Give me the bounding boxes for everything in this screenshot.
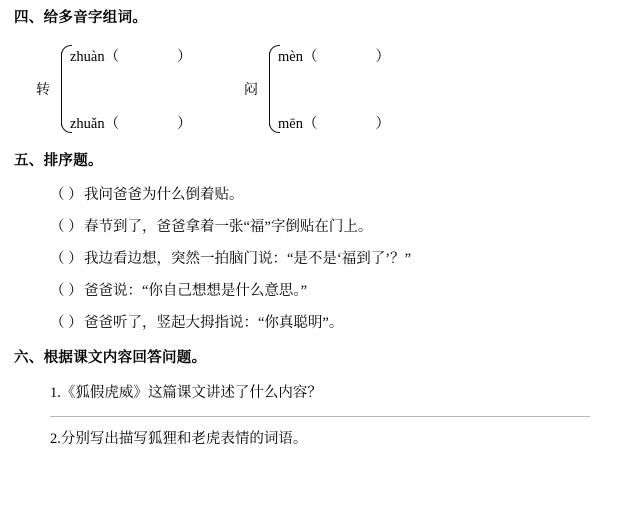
order-bracket[interactable]: （ ） bbox=[50, 219, 83, 236]
paren-open: （ bbox=[302, 49, 318, 65]
order-bracket[interactable]: （ ） bbox=[50, 315, 83, 332]
list-item-text: 爸爸说：“你自己想想是什么意思。” bbox=[84, 283, 308, 300]
list-item bbox=[14, 282, 626, 302]
list-item bbox=[14, 314, 626, 334]
polyphone-group-zhuan bbox=[36, 45, 192, 133]
pinyin-text: zhuàn bbox=[70, 49, 105, 65]
paren-open: （ bbox=[302, 116, 318, 132]
polyphone-block bbox=[14, 37, 626, 149]
brace-icon bbox=[262, 45, 276, 133]
section-heading-4: 四、给多音字组词。 bbox=[14, 10, 148, 26]
order-bracket[interactable]: （ ） bbox=[50, 187, 83, 203]
polyphone-character: 转 bbox=[36, 81, 50, 97]
question-number: 1. bbox=[50, 385, 61, 402]
paren-close: ） bbox=[177, 116, 192, 132]
question-item bbox=[14, 381, 626, 402]
paren-close: ） bbox=[375, 116, 390, 132]
polyphone-reading-row bbox=[278, 112, 390, 133]
section-heading-5: 五、排序题。 bbox=[14, 153, 103, 169]
list-item bbox=[14, 218, 626, 238]
paren-open: （ bbox=[104, 49, 120, 65]
order-bracket[interactable]: （ ） bbox=[50, 283, 83, 300]
brace-icon bbox=[54, 45, 68, 133]
polyphone-reading-row bbox=[70, 45, 192, 66]
pinyin-text: mèn bbox=[278, 49, 303, 65]
question-text: 分别写出描写狐狸和老虎表情的词语。 bbox=[60, 431, 308, 448]
pinyin-text: zhuǎn bbox=[70, 116, 105, 132]
list-item-text: 我边看边想，突然一拍脑门说：“是不是‘福到了’？” bbox=[84, 251, 412, 268]
paren-close: ） bbox=[177, 49, 192, 65]
paren-close: ） bbox=[375, 49, 390, 65]
section-heading-6: 六、根据课文内容回答问题。 bbox=[14, 350, 207, 367]
question-item bbox=[14, 427, 626, 448]
polyphone-reading-row bbox=[278, 45, 390, 66]
polyphone-reading-row bbox=[70, 112, 192, 133]
ordering-list bbox=[14, 186, 626, 334]
list-item-text: 我问爸爸为什么倒着贴。 bbox=[84, 187, 244, 203]
pinyin-text: mēn bbox=[278, 116, 303, 132]
polyphone-group-men bbox=[244, 45, 390, 133]
list-item bbox=[14, 186, 626, 206]
list-item bbox=[14, 250, 626, 270]
question-number: 2. bbox=[50, 431, 61, 448]
order-bracket[interactable]: （ ） bbox=[50, 251, 83, 268]
polyphone-character: 闷 bbox=[244, 81, 258, 97]
list-item-text: 爸爸听了，竖起大拇指说：“你真聪明”。 bbox=[84, 315, 344, 332]
paren-open: （ bbox=[104, 116, 120, 132]
list-item-text: 春节到了，爸爸拿着一张“福”字倒贴在门上。 bbox=[84, 219, 373, 236]
question-text: 《狐假虎威》这篇课文讲述了什么内容？ bbox=[60, 385, 322, 402]
